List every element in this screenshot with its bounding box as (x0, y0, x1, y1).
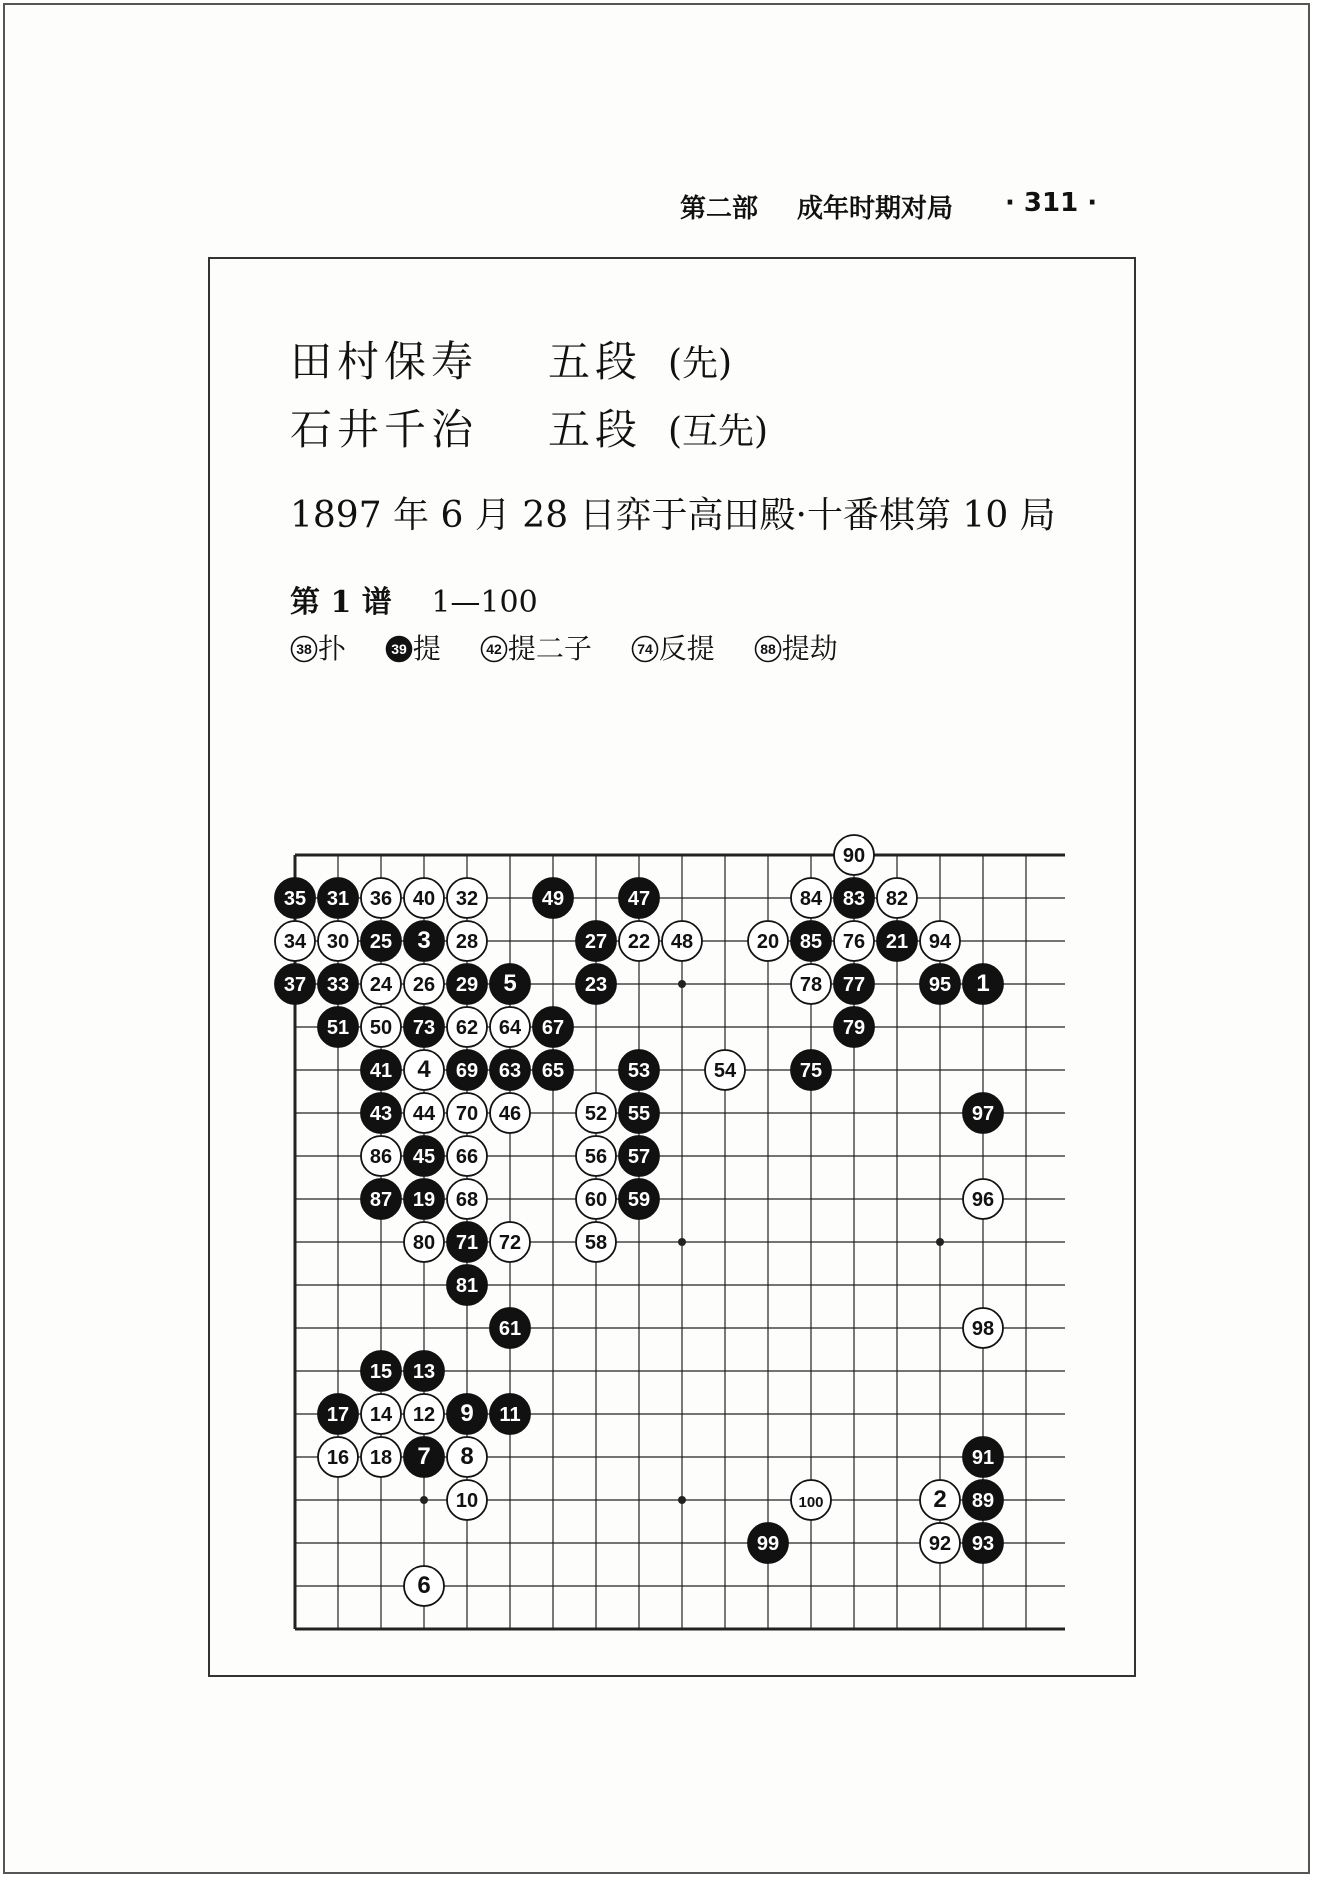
note-text: 提 (412, 632, 441, 665)
move-number: 15 (369, 1361, 393, 1383)
move-number: 18 (369, 1447, 393, 1469)
move-number: 19 (412, 1189, 436, 1211)
note-text: 提劫 (781, 632, 838, 665)
move-number: 87 (369, 1189, 393, 1211)
running-header (675, 188, 1115, 228)
white-stone (447, 921, 487, 961)
note-text: 反提 (658, 632, 715, 665)
white-stone (404, 964, 444, 1004)
star-point (420, 1496, 428, 1504)
move-number: 27 (584, 931, 608, 953)
star-point (678, 1238, 686, 1246)
move-number: 20 (756, 931, 780, 953)
move-number: 71 (455, 1232, 479, 1254)
black-stone (404, 1179, 444, 1219)
move-number: 7 (417, 1443, 431, 1470)
white-stone (490, 1093, 530, 1133)
white-stone (447, 1007, 487, 1047)
move-number: 45 (412, 1146, 436, 1168)
move-notes (290, 627, 868, 667)
black-stone (490, 1394, 530, 1434)
svg-text:74: 74 (636, 641, 653, 657)
move-number: 22 (627, 931, 651, 953)
move-number: 12 (412, 1404, 436, 1426)
white-stone (447, 1179, 487, 1219)
black-stone (361, 1351, 401, 1391)
move-number: 93 (971, 1533, 995, 1555)
white-stone (447, 878, 487, 918)
move-number: 64 (498, 1017, 522, 1039)
black-stone (963, 1093, 1003, 1133)
white-stone (791, 964, 831, 1004)
svg-text:42: 42 (486, 641, 502, 657)
move-note (385, 632, 441, 665)
move-number: 72 (498, 1232, 522, 1254)
move-number: 51 (326, 1017, 350, 1039)
white-stone (447, 1437, 487, 1477)
page-number: · 311 · (1005, 188, 1098, 218)
move-number: 55 (627, 1103, 651, 1125)
move-number: 61 (498, 1318, 522, 1340)
black-stone (619, 1050, 659, 1090)
move-number: 4 (417, 1056, 431, 1083)
white-stone (791, 878, 831, 918)
black-stone (318, 878, 358, 918)
move-number: 60 (584, 1189, 608, 1211)
white-stone (447, 1093, 487, 1133)
move-number: 21 (885, 931, 909, 953)
white-stone (361, 878, 401, 918)
move-number: 86 (369, 1146, 393, 1168)
white-stone (404, 1566, 444, 1606)
record-title (290, 577, 538, 621)
white-stone (404, 1394, 444, 1434)
move-number: 37 (283, 974, 307, 996)
black-stone (619, 1136, 659, 1176)
note-text: 提二子 (507, 632, 592, 665)
black-stone (791, 1050, 831, 1090)
black-stone (275, 878, 315, 918)
white-stone (404, 1222, 444, 1262)
player-color: (互先) (668, 411, 769, 452)
move-number: 98 (971, 1318, 995, 1340)
white-stone (834, 835, 874, 875)
player-rank: 五段 (548, 405, 643, 454)
move-number: 79 (842, 1017, 866, 1039)
black-stone (963, 1523, 1003, 1563)
star-point (678, 980, 686, 988)
black-stone (791, 921, 831, 961)
move-number: 56 (584, 1146, 608, 1168)
black-stone (834, 878, 874, 918)
white-stone (490, 1222, 530, 1262)
chapter-title: 成年时期对局 (797, 194, 954, 224)
black-stone (834, 1007, 874, 1047)
move-number: 31 (326, 888, 350, 910)
move-number: 94 (928, 931, 952, 953)
move-number: 80 (412, 1232, 436, 1254)
move-number: 52 (584, 1103, 608, 1125)
record-label: 第 1 谱 (290, 585, 392, 620)
move-number: 8 (460, 1443, 474, 1470)
white-stone (318, 921, 358, 961)
white-stone (834, 921, 874, 961)
move-number: 100 (798, 1494, 824, 1511)
move-number: 89 (971, 1490, 995, 1512)
white-stone (748, 921, 788, 961)
note-marker (480, 632, 508, 665)
move-number: 54 (713, 1060, 737, 1082)
black-stone (361, 1179, 401, 1219)
black-stone (318, 1007, 358, 1047)
black-stone (447, 1050, 487, 1090)
white-stone (920, 921, 960, 961)
star-point (936, 1238, 944, 1246)
move-number: 78 (799, 974, 823, 996)
black-stone (920, 964, 960, 1004)
move-number: 28 (455, 931, 479, 953)
move-number: 70 (455, 1103, 479, 1125)
note-marker (631, 632, 659, 665)
move-number: 76 (842, 931, 866, 953)
move-number: 32 (455, 888, 479, 910)
move-number: 3 (417, 927, 431, 954)
white-stone (361, 1437, 401, 1477)
move-number: 63 (498, 1060, 522, 1082)
black-stone (447, 1222, 487, 1262)
move-number: 57 (627, 1146, 651, 1168)
black-stone (533, 1050, 573, 1090)
move-number: 95 (928, 974, 952, 996)
move-number: 65 (541, 1060, 565, 1082)
black-stone (877, 921, 917, 961)
move-number: 10 (455, 1490, 479, 1512)
move-number: 2 (933, 1486, 947, 1513)
black-stone (619, 1093, 659, 1133)
move-number: 33 (326, 974, 350, 996)
star-point (678, 1496, 686, 1504)
move-number: 67 (541, 1017, 565, 1039)
move-number: 82 (885, 888, 909, 910)
move-number: 47 (627, 888, 651, 910)
black-stone (404, 1351, 444, 1391)
white-stone (920, 1523, 960, 1563)
black-stone (404, 1136, 444, 1176)
move-number: 84 (799, 888, 823, 910)
move-number: 46 (498, 1103, 522, 1125)
move-number: 26 (412, 974, 436, 996)
move-number: 90 (842, 845, 866, 867)
move-number: 99 (756, 1533, 780, 1555)
move-number: 6 (417, 1572, 431, 1599)
move-number: 77 (842, 974, 866, 996)
svg-text:39: 39 (391, 641, 407, 657)
black-stone (447, 964, 487, 1004)
white-stone (963, 1308, 1003, 1348)
go-board (265, 815, 1065, 1635)
black-stone (404, 1437, 444, 1477)
white-stone (404, 878, 444, 918)
player-name: 石井千治 (290, 405, 479, 454)
black-stone (533, 1007, 573, 1047)
white-stone (275, 921, 315, 961)
move-number: 24 (369, 974, 393, 996)
white-stone (705, 1050, 745, 1090)
move-number: 53 (627, 1060, 651, 1082)
move-number: 16 (326, 1447, 350, 1469)
move-number: 43 (369, 1103, 393, 1125)
player-rank: 五段 (548, 337, 643, 386)
black-stone (318, 1394, 358, 1434)
move-number: 35 (283, 888, 307, 910)
black-stone (361, 1050, 401, 1090)
move-number: 11 (499, 1404, 521, 1426)
move-number: 9 (460, 1400, 474, 1427)
black-stone (533, 878, 573, 918)
white-stone (791, 1480, 831, 1520)
white-stone (318, 1437, 358, 1477)
move-number: 48 (670, 931, 694, 953)
move-number: 25 (369, 931, 393, 953)
black-stone (447, 1394, 487, 1434)
move-number: 17 (326, 1404, 350, 1426)
move-number: 34 (283, 931, 307, 953)
black-stone (963, 1480, 1003, 1520)
move-number: 29 (455, 974, 479, 996)
note-marker (290, 632, 318, 665)
black-stone (576, 964, 616, 1004)
white-stone (877, 878, 917, 918)
white-stone (361, 1007, 401, 1047)
move-number: 75 (799, 1060, 823, 1082)
black-stone (361, 921, 401, 961)
move-number: 41 (369, 1060, 393, 1082)
white-stone (404, 1050, 444, 1090)
white-stone (576, 1179, 616, 1219)
move-note (480, 632, 592, 665)
move-number: 59 (627, 1189, 651, 1211)
move-number: 5 (503, 970, 517, 997)
black-stone (318, 964, 358, 1004)
book-page (3, 3, 1310, 1874)
black-stone (619, 878, 659, 918)
move-number: 73 (412, 1017, 436, 1039)
go-board-diagram (265, 815, 1065, 1635)
white-stone (576, 1093, 616, 1133)
move-number: 85 (799, 931, 823, 953)
move-number: 36 (369, 888, 393, 910)
black-stone (576, 921, 616, 961)
move-number: 97 (971, 1103, 995, 1125)
move-number: 62 (455, 1017, 479, 1039)
white-stone (490, 1007, 530, 1047)
white-stone (619, 921, 659, 961)
white-stone (662, 921, 702, 961)
move-number: 23 (584, 974, 608, 996)
black-stone (490, 964, 530, 1004)
white-stone (361, 1394, 401, 1434)
move-number: 44 (412, 1103, 436, 1125)
black-stone (275, 964, 315, 1004)
move-number: 50 (369, 1017, 393, 1039)
note-marker (754, 632, 782, 665)
white-stone (576, 1222, 616, 1262)
white-stone (447, 1136, 487, 1176)
move-number: 30 (326, 931, 350, 953)
move-number: 66 (455, 1146, 479, 1168)
part-label: 第二部 (680, 194, 759, 224)
move-number: 69 (455, 1060, 479, 1082)
white-stone (404, 1093, 444, 1133)
black-stone (490, 1050, 530, 1090)
white-stone (963, 1179, 1003, 1219)
move-number: 49 (541, 888, 565, 910)
black-stone (490, 1308, 530, 1348)
note-text: 扑 (318, 632, 347, 665)
move-number: 83 (842, 888, 866, 910)
game-info: 1897 年 6 月 28 日弈于高田殿·十番棋第 10 局 (290, 495, 1056, 536)
black-stone (447, 1265, 487, 1305)
black-stone (963, 964, 1003, 1004)
black-stone (619, 1179, 659, 1219)
black-stone (834, 964, 874, 1004)
white-stone (920, 1480, 960, 1520)
move-note (754, 632, 838, 665)
white-stone (447, 1480, 487, 1520)
black-stone (748, 1523, 788, 1563)
move-note (290, 632, 346, 665)
move-number: 96 (971, 1189, 995, 1211)
black-stone (361, 1093, 401, 1133)
svg-text:88: 88 (759, 641, 776, 657)
move-number: 91 (971, 1447, 995, 1469)
player-color: (先) (668, 343, 733, 384)
svg-text:38: 38 (296, 641, 312, 657)
black-stone (404, 1007, 444, 1047)
black-stone (963, 1437, 1003, 1477)
move-number: 81 (455, 1275, 479, 1297)
white-stone (361, 964, 401, 1004)
move-number: 92 (928, 1533, 952, 1555)
move-number: 14 (369, 1404, 393, 1426)
record-range: 1—100 (431, 585, 538, 620)
white-stone (361, 1136, 401, 1176)
move-number: 1 (976, 970, 990, 997)
move-number: 68 (455, 1189, 479, 1211)
player-name: 田村保寿 (290, 337, 479, 386)
move-number: 58 (584, 1232, 608, 1254)
move-number: 13 (412, 1361, 436, 1383)
note-marker (385, 632, 413, 665)
black-stone (404, 921, 444, 961)
move-note (631, 632, 715, 665)
move-number: 40 (412, 888, 436, 910)
white-stone (576, 1136, 616, 1176)
